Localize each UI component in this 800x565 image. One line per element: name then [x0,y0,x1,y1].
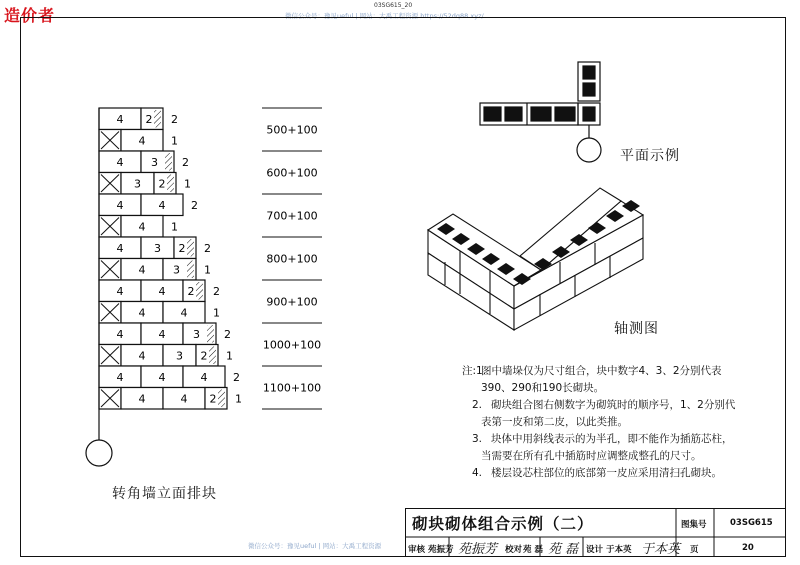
design-name: 于本英 [606,545,632,555]
block-size-label: 4 [158,327,166,341]
course-sequence-number: 2 [224,327,231,341]
block-size-label: 3 [173,263,180,277]
course-sequence-number: 1 [184,177,191,191]
block-size-label: 4 [138,220,146,234]
atlas-number: 03SG615 [730,518,773,528]
note-number: 2. [472,399,483,411]
block-size-label: 2 [178,241,186,255]
check-signature: 苑 磊 [548,542,579,557]
check-label: 校对 [505,545,523,555]
design-signature: 于本英 [641,542,681,557]
page-label: 页 [690,545,699,555]
block-size-label: 4 [116,284,124,298]
watermark-top: 微信公众号：豫见ueful | 网站：大禹工程资源 https://52dq88.xyz/ [285,12,484,20]
atlas-label: 图集号 [681,520,707,530]
note-text: 表第一皮和第二皮，以此类推。 [481,416,628,428]
plan-example-caption: 平面示例 [620,148,680,164]
block-size-label: 4 [116,241,124,255]
course-sequence-number: 2 [182,155,189,169]
design-label: 设计 [586,545,604,555]
block-size-label: 4 [138,134,146,148]
note-number: 4. [472,467,483,479]
wall-size-label: 700+100 [266,209,318,223]
block-size-label: 2 [145,112,153,126]
block-size-label: 4 [138,263,146,277]
note-number: 3. [472,433,483,445]
block-size-label: 4 [200,370,208,384]
course-sequence-number: 1 [235,392,242,406]
block-size-label: 4 [116,327,124,341]
course-sequence-number: 1 [226,349,233,363]
block-size-label: 4 [116,198,124,212]
block-size-label: 2 [158,177,166,191]
note-text: 图中墙垛仅为尺寸组合，块中数字4、3、2分别代表 [481,365,722,377]
block-size-label: 4 [116,112,124,126]
course-sequence-number: 2 [233,370,240,384]
block-size-label: 4 [158,284,166,298]
block-size-label: 4 [138,349,146,363]
course-sequence-number: 1 [204,263,211,277]
note-text: 楼层设芯柱部位的底部第一皮应采用清扫孔砌块。 [491,467,722,479]
block-size-label: 4 [138,306,146,320]
block-size-label: 3 [151,155,158,169]
block-size-label: 2 [200,349,208,363]
block-size-label: 2 [187,284,195,298]
course-sequence-number: 1 [213,306,220,320]
block-size-label: 4 [116,370,124,384]
note-text: 砌块组合图右侧数字为砌筑时的顺序号，1、2分别代 [491,399,736,411]
note-number: 注:1. [462,365,487,377]
page-number: 20 [742,543,754,553]
course-sequence-number: 2 [204,241,211,255]
elevation-caption: 转角墙立面排块 [112,486,217,502]
block-size-label: 3 [154,241,161,255]
check-name: 苑 磊 [523,545,543,555]
block-size-label: 4 [116,155,124,169]
note-text: 当需要在所有孔中插筋时应调整成整孔的尺寸。 [481,450,702,462]
block-size-label: 4 [158,370,166,384]
wall-size-label: 1000+100 [262,338,322,352]
page-code: 03SG615_20 [374,2,413,9]
watermark-bottom: 微信公众号：豫见ueful | 网站：大禹工程资源 [248,542,382,550]
wall-size-label: 1100+100 [262,381,322,395]
review-name: 苑振芳 [428,545,454,555]
course-sequence-number: 2 [191,198,198,212]
block-size-label: 3 [134,177,141,191]
wall-size-label: 900+100 [266,295,318,309]
block-size-label: 3 [176,349,183,363]
review-label: 审核 [408,545,426,555]
wall-size-label: 800+100 [266,252,318,266]
note-text: 390、290和190长砌块。 [481,382,605,394]
course-sequence-number: 1 [171,220,178,234]
course-sequence-number: 2 [171,112,178,126]
block-size-label: 4 [158,198,166,212]
brand-logo: 造价者 [4,6,56,25]
course-sequence-number: 2 [213,284,220,298]
review-signature: 苑振芳 [458,542,498,557]
wall-size-label: 600+100 [266,166,318,180]
block-size-label: 4 [180,306,188,320]
wall-size-label: 500+100 [266,123,318,137]
block-size-label: 4 [138,392,146,406]
axonometric-caption: 轴测图 [614,321,659,337]
block-size-label: 2 [209,392,217,406]
course-sequence-number: 1 [171,134,178,148]
block-size-label: 4 [180,392,188,406]
drawing-title: 砌块砌体组合示例（二） [412,515,594,533]
block-size-label: 3 [193,327,200,341]
note-text: 块体中用斜线表示的为半孔，即不能作为插筋芯柱， [491,433,733,445]
